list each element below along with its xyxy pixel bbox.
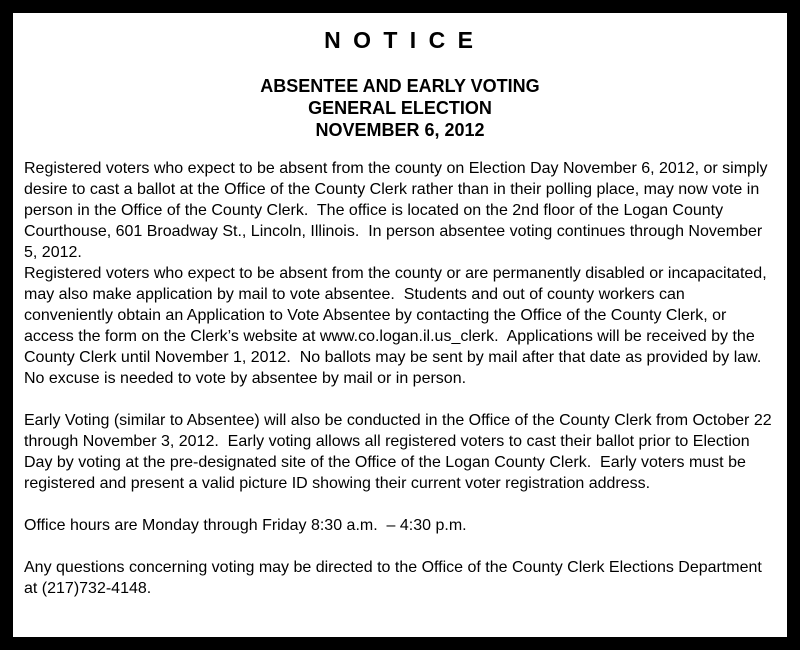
paragraph-office-hours: Office hours are Monday through Friday 8:30 a.m. – 4:30 p.m. (24, 517, 467, 534)
subtitle-election-date: NOVEMBER 6, 2012 (315, 120, 485, 140)
paragraph-early-voting: Early Voting (similar to Absentee) will also be conducted in the Office of the County Clerk from October 22 through November 3, 2012. Early voting allows all registered voters to cast their ballot prior to Election Day by voting at the pre-designated site of the Office of the Logan County Clerk. Early voters must be registered and present a valid picture ID showing their current voter registration address. (24, 412, 777, 492)
notice-subtitle-block (24, 75, 776, 141)
paragraph-mail-absentee: Registered voters who expect to be absent from the county or are permanently disabled or incapacitated, may also make application by mail to vote absentee. Students and out of county workers can conveniently obtain an Application to Vote Absentee by contacting the Office of the County Clerk, or access the form on the Clerk’s website at www.co.logan.il.us_clerk. Applications will be received by the County Clerk until November 1, 2012. No ballots may be sent by mail after that date as provided by law. No excuse is needed to vote by absentee by mail or in person. (24, 265, 772, 387)
notice-body (24, 158, 776, 599)
subtitle-election-name: GENERAL ELECTION (308, 98, 492, 118)
paragraph-in-person-absentee: Registered voters who expect to be absent from the county on Election Day November 6, 2012, or simply desire to cast a ballot at the Office of the County Clerk rather than in their polling place, may now vote in person in the Office of the County Clerk. The office is located on the 2nd floor of the Logan County Courthouse, 601 Broadway St., Lincoln, Illinois. In person absentee voting continues through November 5, 2012. (24, 160, 772, 261)
notice-title: N O T I C E (324, 27, 476, 53)
paragraph-contact-info: Any questions concerning voting may be directed to the Office of the County Clerk Elections Department at (217)732-4148. (24, 559, 767, 597)
subtitle-voting-type: ABSENTEE AND EARLY VOTING (260, 76, 540, 96)
